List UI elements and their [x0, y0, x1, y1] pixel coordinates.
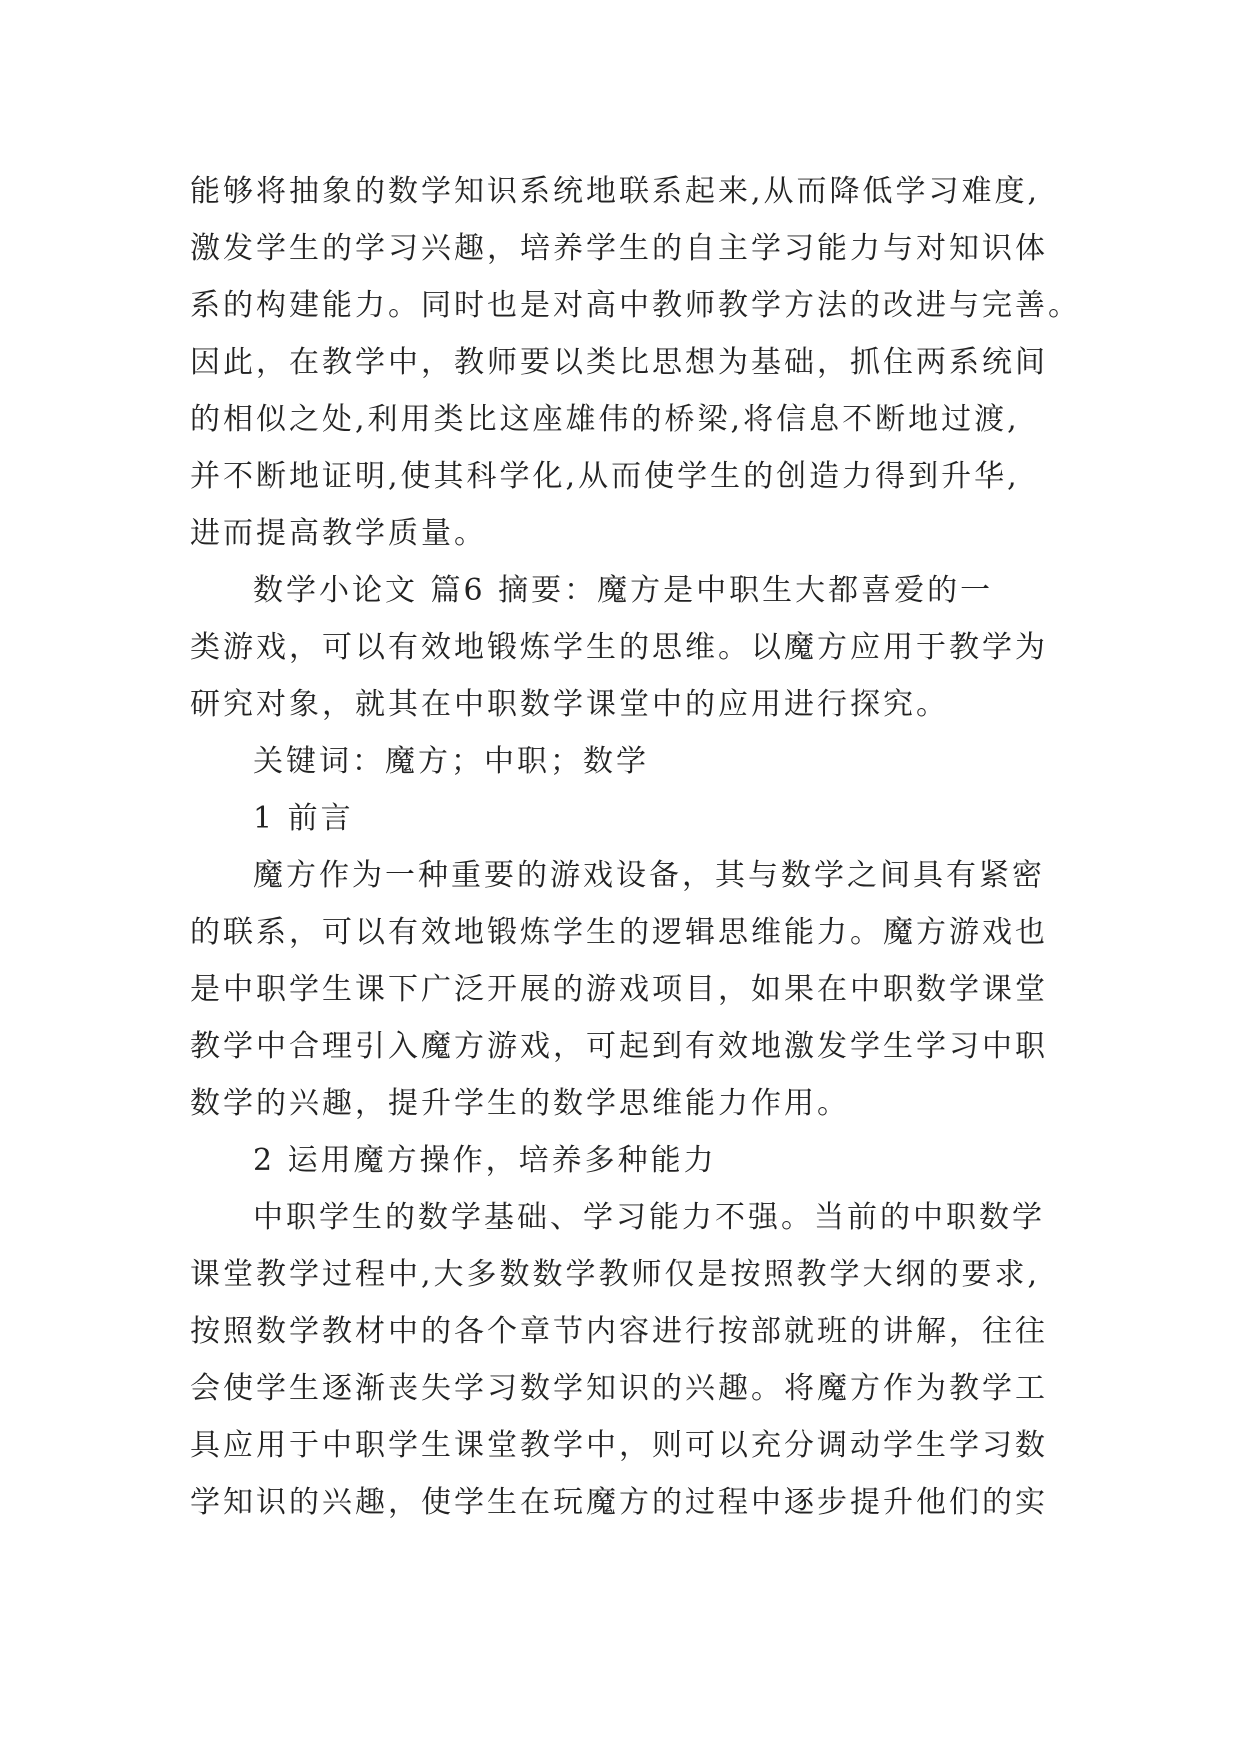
text-line: 激发学生的学习兴趣，培养学生的自主学习能力与对知识体 — [190, 231, 1048, 266]
text-line: 的联系，可以有效地锻炼学生的逻辑思维能力。魔方游戏也 — [190, 915, 1048, 950]
text-line: 是中职学生课下广泛开展的游戏项目，如果在中职数学课堂 — [190, 972, 1048, 1007]
keywords-line: 关键词：魔方；中职；数学 — [253, 744, 649, 779]
text-line: 教学中合理引入魔方游戏，可起到有效地激发学生学习中职 — [190, 1029, 1048, 1064]
text-line: 因此，在教学中，教师要以类比思想为基础，抓住两系统间 — [190, 345, 1048, 380]
text-line: 课堂教学过程中,大多数数学教师仅是按照教学大纲的要求, — [190, 1257, 1041, 1292]
text-line: 研究对象，就其在中职数学课堂中的应用进行探究。 — [190, 687, 949, 722]
text-line: 类游戏，可以有效地锻炼学生的思维。以魔方应用于教学为 — [190, 630, 1048, 665]
text-line: 进而提高教学质量。 — [190, 516, 487, 551]
text-line: 魔方作为一种重要的游戏设备，其与数学之间具有紧密 — [253, 858, 1045, 893]
text-line: 的相似之处,利用类比这座雄伟的桥梁,将信息不断地过渡, — [190, 402, 1020, 437]
text-line: 能够将抽象的数学知识系统地联系起来,从而降低学习难度, — [190, 174, 1041, 209]
text-line: 学知识的兴趣，使学生在玩魔方的过程中逐步提升他们的实 — [190, 1485, 1048, 1520]
text-line: 数学的兴趣，提升学生的数学思维能力作用。 — [190, 1086, 850, 1121]
text-line: 中职学生的数学基础、学习能力不强。当前的中职数学 — [253, 1200, 1045, 1235]
text-line: 具应用于中职学生课堂教学中，则可以充分调动学生学习数 — [190, 1428, 1048, 1463]
section-heading: 1 前言 — [253, 801, 354, 836]
text-line: 按照数学教材中的各个章节内容进行按部就班的讲解，往往 — [190, 1314, 1048, 1349]
text-line: 系的构建能力。同时也是对高中教师教学方法的改进与完善。 — [190, 288, 1081, 323]
text-line: 会使学生逐渐丧失学习数学知识的兴趣。将魔方作为教学工 — [190, 1371, 1048, 1406]
section-heading: 2 运用魔方操作，培养多种能力 — [253, 1143, 717, 1178]
section-heading: 数学小论文 篇6 摘要：魔方是中职生大都喜爱的一 — [253, 573, 994, 608]
text-line: 并不断地证明,使其科学化,从而使学生的创造力得到升华, — [190, 459, 1020, 494]
